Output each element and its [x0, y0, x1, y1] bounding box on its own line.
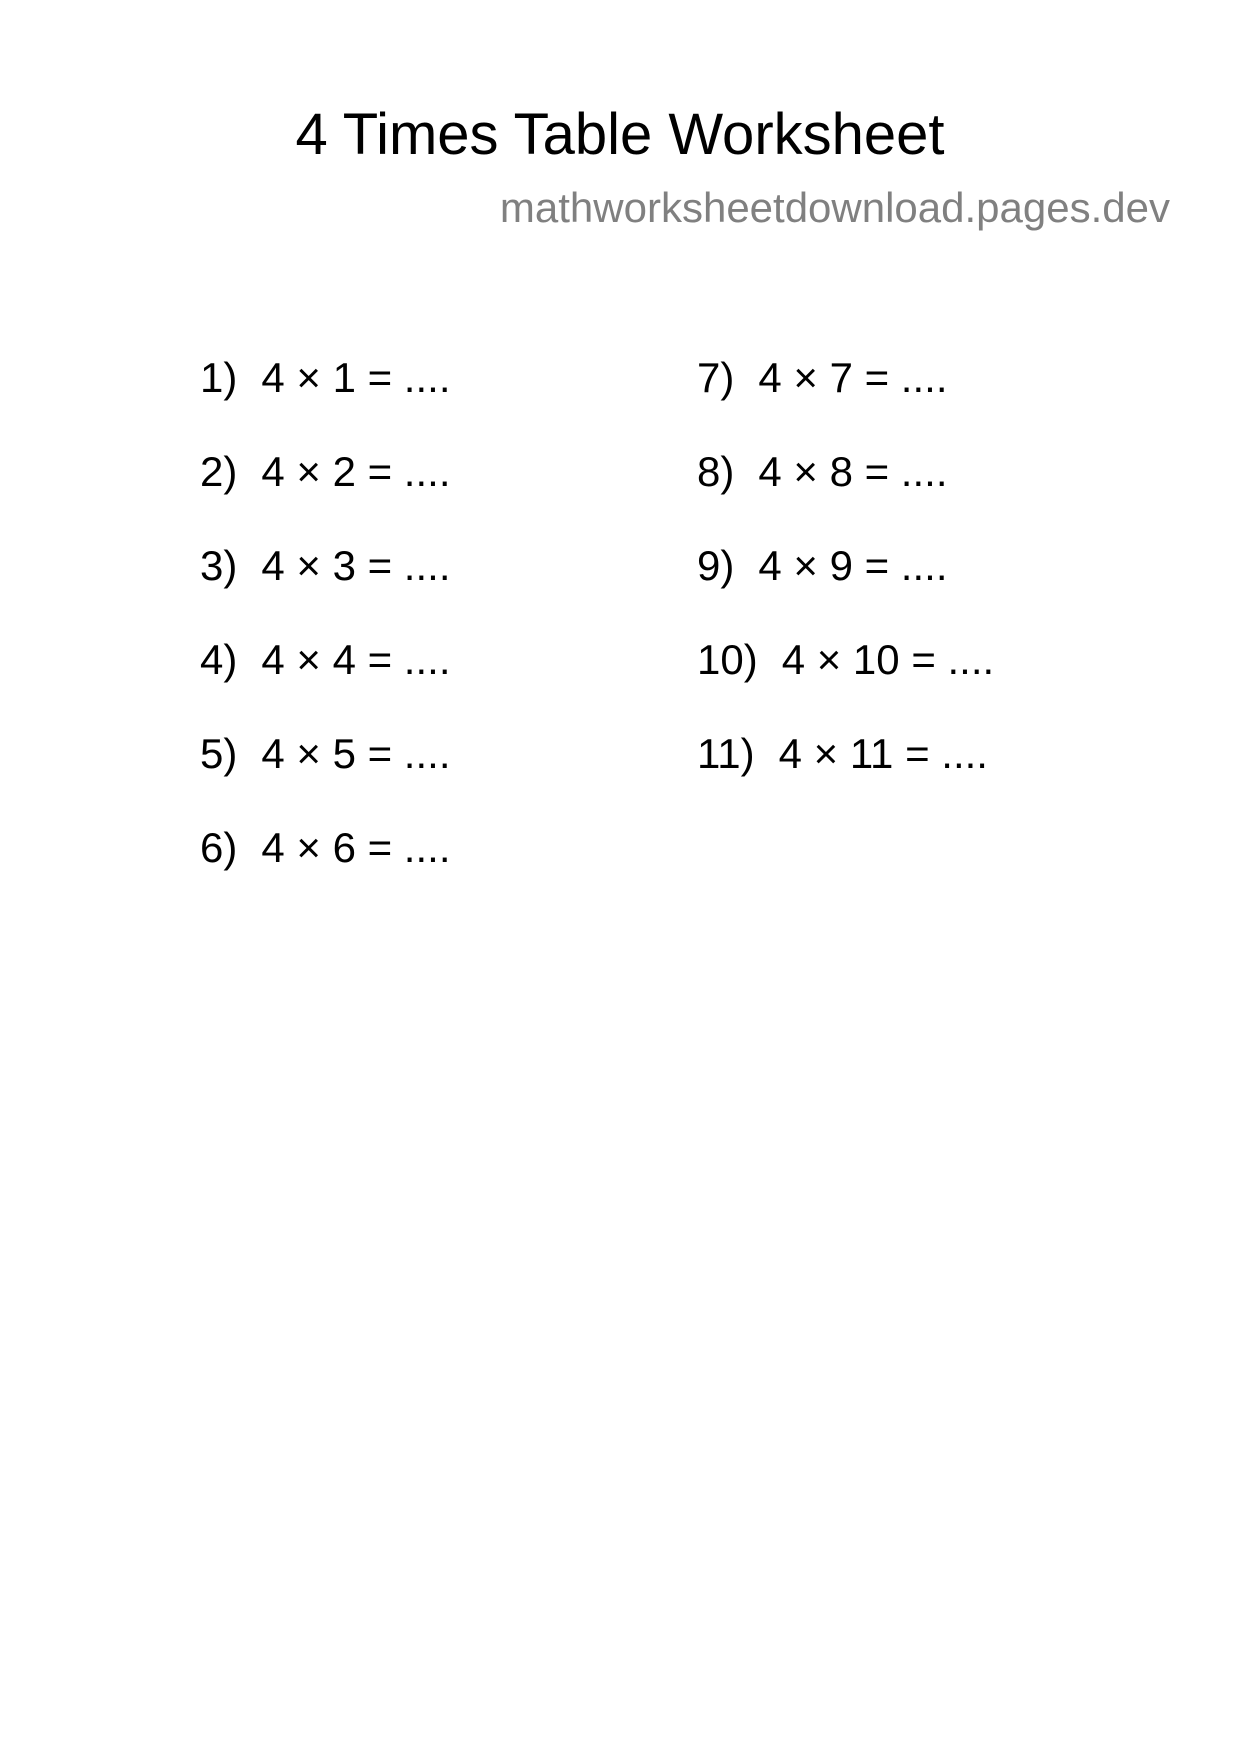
problem-number: 2) [200, 448, 238, 495]
problem-number: 11) [697, 730, 755, 777]
problem-expression: 4 × 9 = .... [758, 542, 948, 589]
problem-item [697, 540, 947, 592]
problem-expression: 4 × 2 = .... [261, 448, 451, 495]
problem-item [200, 352, 450, 404]
problem-number: 10) [697, 636, 758, 683]
problem-item [697, 728, 988, 780]
problem-expression: 4 × 10 = .... [781, 636, 995, 683]
problem-number: 4) [200, 636, 238, 683]
problem-number: 9) [697, 542, 735, 589]
website-url: mathworksheetdownload.pages.dev [499, 184, 1170, 231]
problem-expression: 4 × 8 = .... [758, 448, 948, 495]
problem-number: 1) [200, 354, 238, 401]
problem-item [697, 634, 994, 686]
problem-item [697, 446, 947, 498]
problem-expression: 4 × 4 = .... [261, 636, 451, 683]
problem-number: 8) [697, 448, 735, 495]
problem-expression: 4 × 1 = .... [261, 354, 451, 401]
problem-expression: 4 × 7 = .... [758, 354, 948, 401]
problem-item [200, 822, 450, 874]
problem-expression: 4 × 6 = .... [261, 824, 451, 871]
problem-expression: 4 × 3 = .... [261, 542, 451, 589]
problem-item [200, 634, 450, 686]
problem-expression: 4 × 11 = .... [778, 730, 988, 777]
problem-number: 6) [200, 824, 238, 871]
problem-expression: 4 × 5 = .... [261, 730, 451, 777]
problem-item [697, 352, 947, 404]
problem-number: 3) [200, 542, 238, 589]
problem-item [200, 540, 450, 592]
problem-item [200, 446, 450, 498]
problem-number: 5) [200, 730, 238, 777]
worksheet-title: 4 Times Table Worksheet [295, 102, 945, 167]
problem-number: 7) [697, 354, 735, 401]
problem-item [200, 728, 450, 780]
